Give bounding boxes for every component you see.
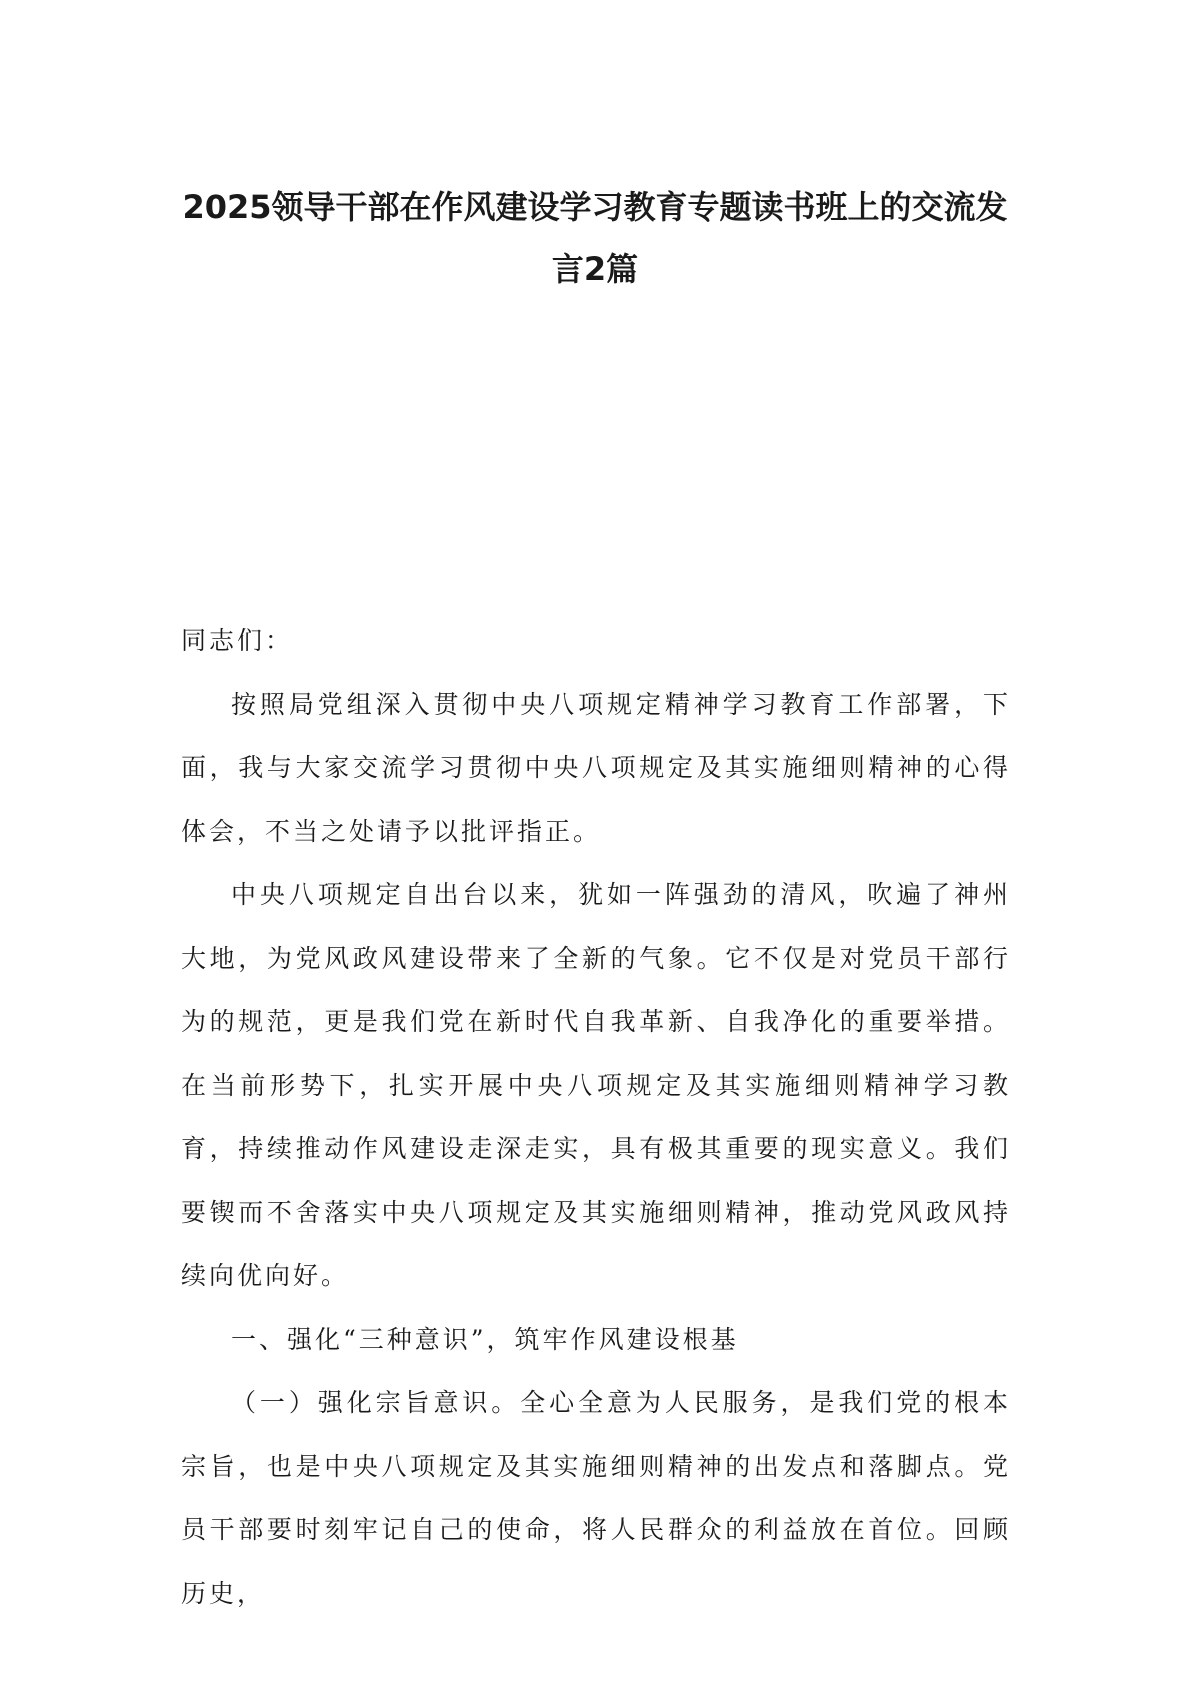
body-paragraph: 按照局党组深入贯彻中央八项规定精神学习教育工作部署，下面，我与大家交流学习贯彻中央八项规定及其实施细则精神的心得体会，不当之处请予以批评指正。 bbox=[181, 689, 1011, 846]
subsection-paragraph: （一）强化宗旨意识。全心全意为人民服务，是我们党的根本宗旨，也是中央八项规定及其实施细则精神的出发点和落脚点。党员干部要时刻牢记自己的使命，将人民群众的利益放在首位。回顾历史， bbox=[181, 1388, 1011, 1608]
document-title bbox=[160, 176, 1030, 300]
salutation: 同志们： bbox=[181, 626, 294, 655]
document-body bbox=[181, 609, 1011, 1625]
title-line-1: 2025领导干部在作风建设学习教育专题读书班上的交流发 bbox=[182, 188, 1008, 226]
section-heading: 一、强化“三种意识”，筑牢作风建设根基 bbox=[231, 1324, 739, 1354]
title-line-2: 言2篇 bbox=[551, 250, 639, 288]
body-paragraph: 中央八项规定自出台以来，犹如一阵强劲的清风，吹遍了神州大地，为党风政风建设带来了全新的气象。它不仅是对党员干部行为的规范，更是我们党在新时代自我革新、自我净化的重要举措。在当前形势下，扎实开展中央八项规定及其实施细则精神学习教育，持续推动作风建设走深走实，具有极其重要的现实意义。我们要锲而不舍落实中央八项规定及其实施细则精神，推动党风政风持续向优向好。 bbox=[181, 880, 1011, 1290]
